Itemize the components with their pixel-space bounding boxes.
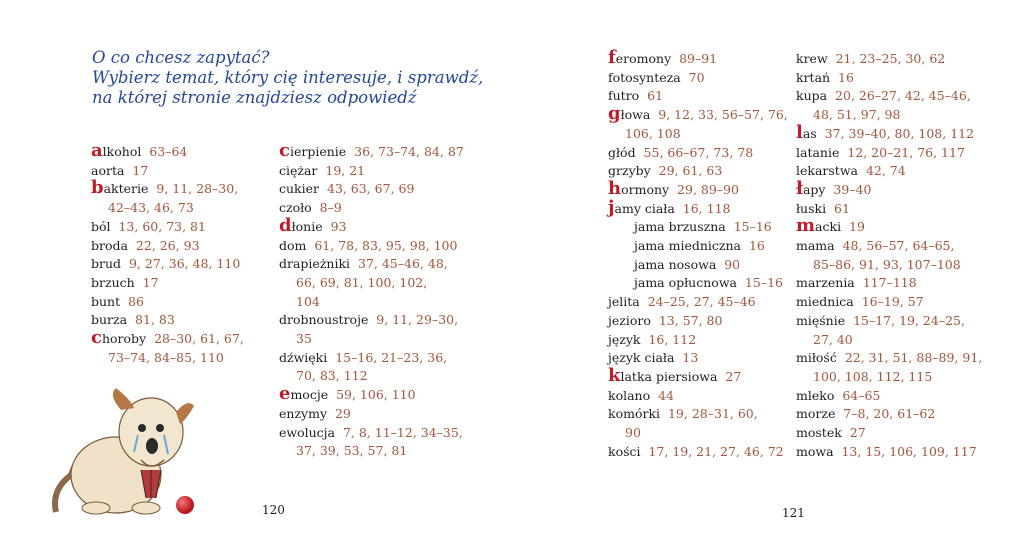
entry-term: łuski xyxy=(796,200,827,216)
entry-term: język xyxy=(608,331,641,347)
entry-pages: 61 xyxy=(647,88,664,104)
entry-initial: b xyxy=(91,177,104,199)
entry-pages: 70 xyxy=(688,69,705,85)
entry-initial: m xyxy=(796,215,816,237)
entry-term: acki xyxy=(815,219,842,235)
index-entry xyxy=(91,237,266,256)
entry-pages: 13 xyxy=(682,350,699,366)
entry-pages: 7, 8, 11–12, 34–35, xyxy=(342,424,463,440)
entry-term: język ciała xyxy=(608,350,675,366)
entry-term: eromony xyxy=(615,51,672,66)
index-column-1 xyxy=(91,140,266,367)
entry-term: ormony xyxy=(621,181,670,197)
entry-pages: 16–19, 57 xyxy=(861,294,924,310)
entry-pages: 17 xyxy=(132,162,149,178)
entry-term: mowa xyxy=(796,443,834,459)
index-entry xyxy=(608,364,783,387)
entry-pages-continued: 100, 108, 112, 115 xyxy=(813,368,933,384)
index-entry xyxy=(91,311,266,330)
entry-term: lekarstwa xyxy=(796,163,858,179)
index-entry xyxy=(608,443,783,462)
entry-pages: 61 xyxy=(834,200,850,216)
index-entry xyxy=(796,237,971,256)
entry-term: jama opłucnowa xyxy=(634,275,737,291)
entry-term: ciężar xyxy=(279,162,318,178)
entry-pages: 48, 56–57, 64–65, xyxy=(842,238,955,254)
entry-pages-continued: 27, 40 xyxy=(813,331,853,347)
entry-pages: 22, 31, 51, 88–89, 91, xyxy=(844,350,983,366)
index-entry xyxy=(608,349,783,368)
entry-pages-continued: 85–86, 91, 93, 107–108 xyxy=(813,256,961,272)
entry-pages: 16 xyxy=(838,69,854,85)
entry-pages: 93 xyxy=(330,218,347,234)
entry-pages: 16 xyxy=(748,238,765,254)
index-entry xyxy=(796,349,983,368)
entry-pages: 15–16 xyxy=(744,275,783,291)
entry-term: głód xyxy=(608,144,636,160)
index-entry xyxy=(796,424,971,443)
index-entry xyxy=(279,349,454,368)
entry-term: horoby xyxy=(101,331,147,347)
entry-term: ierpienie xyxy=(289,144,347,159)
entry-pages: 7–8, 20, 61–62 xyxy=(843,406,936,422)
entry-term: apy xyxy=(802,181,826,197)
entry-initial: d xyxy=(279,214,292,236)
entry-term: aorta xyxy=(91,162,125,178)
entry-term: grzyby xyxy=(608,163,651,179)
entry-pages-continued: 66, 69, 81, 100, 102, xyxy=(296,274,428,290)
entry-pages-continued: 42–43, 46, 73 xyxy=(108,200,194,216)
index-entry xyxy=(279,214,454,237)
index-entry xyxy=(91,177,266,199)
heading-line-3: na której stronie znajdziesz odpowiedź xyxy=(92,88,417,107)
index-entry xyxy=(91,255,266,274)
index-entry xyxy=(91,327,266,349)
entry-pages: 55, 66–67, 73, 78 xyxy=(643,144,754,160)
entry-term: brud xyxy=(91,256,122,272)
entry-term: mleko xyxy=(796,387,835,403)
index-entry xyxy=(91,162,266,181)
index-entry xyxy=(608,162,783,181)
entry-term: kupa xyxy=(796,88,828,104)
entry-pages: 37, 45–46, 48, xyxy=(358,256,448,272)
entry-pages-continued: 70, 83, 112 xyxy=(296,368,368,384)
heading-line-1: O co chcesz zapytać? xyxy=(92,48,270,67)
entry-pages: 24–25, 27, 45–46 xyxy=(647,294,756,310)
entry-initial: j xyxy=(608,196,615,218)
index-entry xyxy=(91,293,266,312)
index-entry xyxy=(796,162,971,181)
entry-initial: c xyxy=(279,140,290,161)
index-column-2 xyxy=(279,140,464,461)
index-entry xyxy=(279,311,459,330)
entry-term: morze xyxy=(796,406,836,422)
entry-pages: 9, 12, 33, 56–57, 76, xyxy=(658,107,788,123)
index-entry xyxy=(608,196,783,219)
entry-pages: 16, 112 xyxy=(648,331,697,347)
entry-term: mięśnie xyxy=(796,312,846,328)
entry-pages: 17, 19, 21, 27, 46, 72 xyxy=(648,443,784,459)
entry-term: brzuch xyxy=(91,274,135,290)
entry-pages: 64–65 xyxy=(842,387,881,403)
entry-term: kości xyxy=(608,443,641,459)
index-entry xyxy=(608,144,783,163)
entry-term: miednica xyxy=(796,294,854,310)
index-entry xyxy=(796,69,971,88)
entry-pages: 81, 83 xyxy=(135,312,175,328)
index-entry xyxy=(91,140,266,162)
entry-initial: f xyxy=(608,47,616,68)
red-ball xyxy=(176,496,194,514)
entry-pages: 13, 57, 80 xyxy=(658,312,723,328)
entry-term: ewolucja xyxy=(279,424,335,440)
entry-initial: h xyxy=(608,177,622,199)
entry-term: ból xyxy=(91,218,111,234)
entry-pages-continued: 104 xyxy=(296,293,320,309)
entry-pages: 43, 63, 67, 69 xyxy=(326,181,415,197)
entry-term: bunt xyxy=(91,293,121,309)
entry-pages: 15–17, 19, 24–25, xyxy=(853,312,965,328)
index-entry xyxy=(608,405,783,424)
index-entry xyxy=(279,383,454,405)
entry-term: jama brzuszna xyxy=(634,219,726,235)
entry-pages: 19, 28–31, 60, xyxy=(667,406,758,422)
entry-term: broda xyxy=(91,237,128,253)
entry-pages: 27 xyxy=(725,368,742,384)
index-entry xyxy=(608,218,783,237)
entry-pages: 86 xyxy=(128,293,144,309)
entry-pages: 27 xyxy=(849,425,866,441)
index-entry xyxy=(279,199,454,218)
entry-pages: 21, 23–25, 30, 62 xyxy=(835,51,946,66)
entry-term: lkohol xyxy=(102,144,142,159)
entry-initial: e xyxy=(279,383,291,405)
index-entry xyxy=(796,177,971,200)
entry-term: dźwięki xyxy=(279,349,328,365)
entry-pages: 36, 73–74, 84, 87 xyxy=(354,144,464,159)
index-entry xyxy=(279,237,458,256)
index-entry xyxy=(608,312,783,331)
entry-pages: 90 xyxy=(724,256,741,272)
entry-term: jama nosowa xyxy=(634,256,717,272)
index-entry xyxy=(608,256,783,275)
index-entry xyxy=(796,215,971,237)
entry-term: futro xyxy=(608,88,640,104)
index-entry xyxy=(796,121,975,144)
entry-initial: k xyxy=(608,364,621,386)
entry-initial: c xyxy=(91,327,102,349)
entry-term: latanie xyxy=(796,144,840,160)
entry-pages: 15–16 xyxy=(733,219,772,235)
page-number-right: 121 xyxy=(782,506,805,520)
entry-term: łowa xyxy=(620,107,651,123)
index-entry xyxy=(608,69,783,88)
entry-pages-continued: 37, 39, 53, 57, 81 xyxy=(296,443,408,459)
entry-pages: 16, 118 xyxy=(682,200,731,216)
index-entry xyxy=(608,293,783,312)
entry-term: łonie xyxy=(291,218,323,234)
index-entry xyxy=(608,387,783,406)
entry-pages-continued: 73–74, 84–85, 110 xyxy=(108,349,224,365)
index-entry xyxy=(796,387,971,406)
index-entry xyxy=(608,87,783,106)
entry-term: dom xyxy=(279,237,307,253)
entry-term: komórki xyxy=(608,406,661,422)
index-column-4 xyxy=(796,50,983,461)
index-entry xyxy=(796,312,971,331)
entry-pages: 9, 11, 28–30, xyxy=(156,181,239,197)
entry-pages: 13, 15, 106, 109, 117 xyxy=(841,443,977,459)
index-entry xyxy=(796,443,977,462)
entry-pages: 44 xyxy=(658,387,674,403)
index-entry xyxy=(796,50,971,69)
entry-term: krtań xyxy=(796,69,831,85)
entry-term: akterie xyxy=(103,181,149,197)
entry-term: amy ciała xyxy=(614,200,675,216)
index-entry xyxy=(91,218,266,237)
entry-pages: 37, 39–40, 80, 108, 112 xyxy=(824,125,975,141)
index-entry xyxy=(279,255,454,274)
entry-pages: 9, 11, 29–30, xyxy=(376,312,459,328)
entry-pages-continued: 90 xyxy=(625,425,641,441)
entry-initial: a xyxy=(91,140,103,161)
entry-term: cukier xyxy=(279,181,319,197)
entry-term: jezioro xyxy=(608,312,651,328)
entry-term: enzymy xyxy=(279,405,328,421)
entry-pages-continued: 48, 51, 97, 98 xyxy=(813,107,901,123)
entry-pages: 19, 21 xyxy=(325,162,366,178)
entry-initial: g xyxy=(608,103,621,125)
entry-initial: l xyxy=(796,121,803,143)
index-entry xyxy=(279,180,454,199)
index-entry xyxy=(279,140,464,162)
entry-term: jama miedniczna xyxy=(634,238,741,254)
entry-pages: 39–40 xyxy=(833,181,872,197)
entry-pages: 59, 106, 110 xyxy=(336,387,416,403)
entry-pages: 17 xyxy=(142,274,159,290)
index-entry xyxy=(279,424,463,443)
entry-pages: 15–16, 21–23, 36, xyxy=(335,349,448,365)
entry-pages: 29, 61, 63 xyxy=(658,163,723,179)
entry-pages: 20, 26–27, 42, 45–46, xyxy=(835,88,971,104)
entry-term: mostek xyxy=(796,425,842,441)
index-entry xyxy=(608,237,783,256)
entry-pages: 28–30, 61, 67, xyxy=(154,331,244,347)
entry-pages: 13, 60, 73, 81 xyxy=(118,218,206,234)
entry-pages: 9, 27, 36, 48, 110 xyxy=(128,256,241,272)
heading-line-2: Wybierz temat, który cię interesuje, i sprawdź, xyxy=(92,68,484,87)
entry-pages: 117–118 xyxy=(862,275,917,291)
index-entry xyxy=(608,331,783,350)
index-heading xyxy=(92,48,484,108)
entry-term: miłość xyxy=(796,350,837,366)
index-entry xyxy=(279,405,454,424)
index-entry xyxy=(796,87,971,106)
entry-term: marzenia xyxy=(796,275,855,291)
entry-term: czoło xyxy=(279,200,312,216)
index-entry xyxy=(796,200,971,219)
entry-pages-continued: 106, 108 xyxy=(625,125,681,141)
entry-pages: 29, 89–90 xyxy=(677,181,739,197)
entry-term: burza xyxy=(91,312,128,328)
index-entry xyxy=(608,274,783,293)
index-entry xyxy=(608,177,783,200)
index-entry xyxy=(91,274,266,293)
index-entry xyxy=(796,405,971,424)
index-entry xyxy=(608,103,788,125)
entry-term: latka piersiowa xyxy=(620,368,718,384)
entry-pages: 12, 20–21, 76, 117 xyxy=(847,144,965,160)
entry-pages: 8–9 xyxy=(319,200,342,216)
index-entry xyxy=(796,293,971,312)
entry-pages: 63–64 xyxy=(149,144,188,159)
entry-pages-continued: 35 xyxy=(296,331,312,347)
entry-pages: 89–91 xyxy=(679,51,718,66)
entry-pages: 22, 26, 93 xyxy=(135,237,200,253)
entry-term: mocje xyxy=(290,387,329,403)
entry-term: mama xyxy=(796,238,835,254)
entry-pages: 29 xyxy=(334,405,351,421)
entry-term: jelita xyxy=(608,294,640,310)
entry-term: krew xyxy=(796,51,828,66)
index-entry xyxy=(279,162,454,181)
entry-pages: 19 xyxy=(849,219,865,235)
entry-term: fotosynteza xyxy=(608,69,681,85)
index-entry xyxy=(608,47,783,69)
entry-pages: 61, 78, 83, 95, 98, 100 xyxy=(314,237,458,253)
entry-term: as xyxy=(802,125,817,141)
page-number-left: 120 xyxy=(262,503,285,517)
entry-pages: 42, 74 xyxy=(865,163,906,179)
index-column-3 xyxy=(608,47,788,461)
index-entry xyxy=(796,144,971,163)
entry-term: drobnoustroje xyxy=(279,312,369,328)
index-entry xyxy=(796,274,971,293)
entry-term: kolano xyxy=(608,387,651,403)
entry-term: drapieżniki xyxy=(279,256,351,272)
entry-initial: ł xyxy=(796,177,803,199)
